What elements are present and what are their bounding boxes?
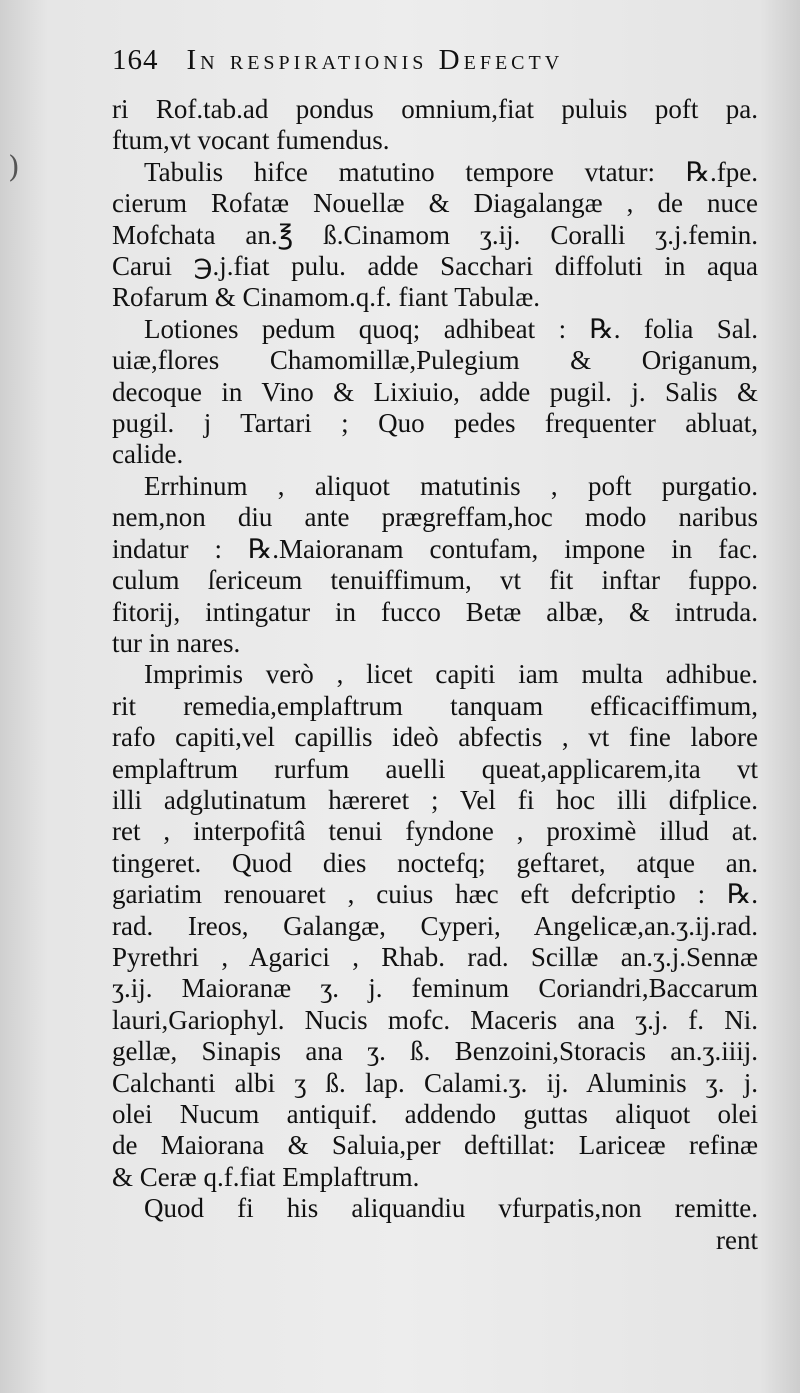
text-line: olei Nucum antiquif. addendo guttas aliquot olei (112, 1099, 758, 1129)
text-line: nem,non diu ante prægreffam,hoc modo naribus (112, 502, 758, 533)
body-text (112, 94, 758, 1256)
text-line: ret , interpofitâ tenui fyndone , proximè illud at. (112, 816, 758, 847)
text-line: Tabulis hifce matutino tempore vtatur: ℞.fpe. (144, 156, 758, 187)
text-line: Pyrethri , Agarici , Rhab. rad. Scillæ an.ʒ.j.Sennæ (112, 941, 758, 972)
text-line: ʒ.ij. Maioranæ ʒ. j. feminum Coriandri,Baccarum (112, 973, 758, 1004)
text-line: & Ceræ q.f.fiat Emplaftrum. (112, 1161, 420, 1192)
text-line: gariatim renouaret , cuius hæc eft defcriptio : ℞. (112, 879, 758, 910)
text-line: lauri,Gariophyl. Nucis mofc. Maceris ana ʒ.j. f. Ni. (112, 1004, 758, 1035)
text-line: decoque in Vino & Lixiuio, adde pugil. j. Salis & (112, 376, 758, 407)
text-line: illi adglutinatum hæreret ; Vel fi hoc illi difplice. (112, 784, 758, 815)
text-line: tingeret. Quod dies noctefq; geftaret, atque an. (112, 847, 758, 878)
text-line: ftum,vt vocant fumendus. (112, 125, 390, 156)
text-line: rad. Ireos, Galangæ, Cyperi, Angelicæ,an.ʒ.ij.rad. (112, 910, 758, 941)
text-line: ri Rof.tab.ad pondus omnium,fiat puluis poft pa. (112, 94, 758, 124)
text-line: gellæ, Sinapis ana ʒ. ß. Benzoini,Storacis an.ʒ.iiij. (112, 1036, 758, 1067)
text-line: Quod fi his aliquandiu vfurpatis,non remitte. (144, 1193, 758, 1224)
text-line: fitorij, intingatur in fucco Betæ albæ, & intruda. (112, 596, 758, 627)
page-number: 164 (112, 44, 159, 76)
text-line: emplaftrum rurfum auelli queat,applicarem,ita vt (112, 753, 758, 784)
text-line: rafo capiti,vel capillis ideò abfectis , vt fine labore (112, 722, 758, 753)
text-line: Lotiones pedum quoq; adhibeat : ℞. folia Sal. (144, 313, 758, 344)
text-line: Errhinum , aliquot matutinis , poft purgatio. (144, 470, 758, 501)
text-line: calide. (112, 439, 184, 470)
margin-mark: ) (8, 150, 20, 185)
page-header (112, 44, 752, 77)
text-line: Calchanti albi ʒ ß. lap. Calami.ʒ. ij. Aluminis ʒ. j. (112, 1067, 758, 1098)
running-title: In respirationis Defectv (186, 44, 564, 76)
text-line: Rofarum & Cinamom.q.f. fiant Tabulæ. (112, 282, 541, 313)
text-line: indatur : ℞.Maioranam contufam, impone in fac. (112, 533, 758, 564)
text-line: rent (716, 1224, 758, 1255)
text-line: Imprimis verò , licet capiti iam multa adhibue. (144, 659, 758, 690)
text-line: uiæ,flores Chamomillæ,Pulegium & Origanum, (112, 345, 758, 376)
text-line: de Maiorana & Saluia,per deftillat: Lariceæ refinæ (112, 1130, 758, 1161)
text-line: tur in nares. (112, 627, 241, 658)
text-line: cierum Rofatæ Nouellæ & Diagalangæ , de nuce (112, 188, 758, 219)
text-line: culum ſericeum tenuiffimum, vt fit inftar fuppo. (112, 565, 758, 596)
text-line: pugil. j Tartari ; Quo pedes frequenter abluat, (112, 408, 758, 439)
text-line: rit remedia,emplaftrum tanquam efficaciffimum, (112, 690, 758, 721)
text-line: Carui ℈.j.fiat pulu. adde Sacchari diffoluti in aqua (112, 251, 758, 282)
text-line: Mofchata an.℥ ß.Cinamom ʒ.ij. Coralli ʒ.j.femin. (112, 219, 758, 250)
